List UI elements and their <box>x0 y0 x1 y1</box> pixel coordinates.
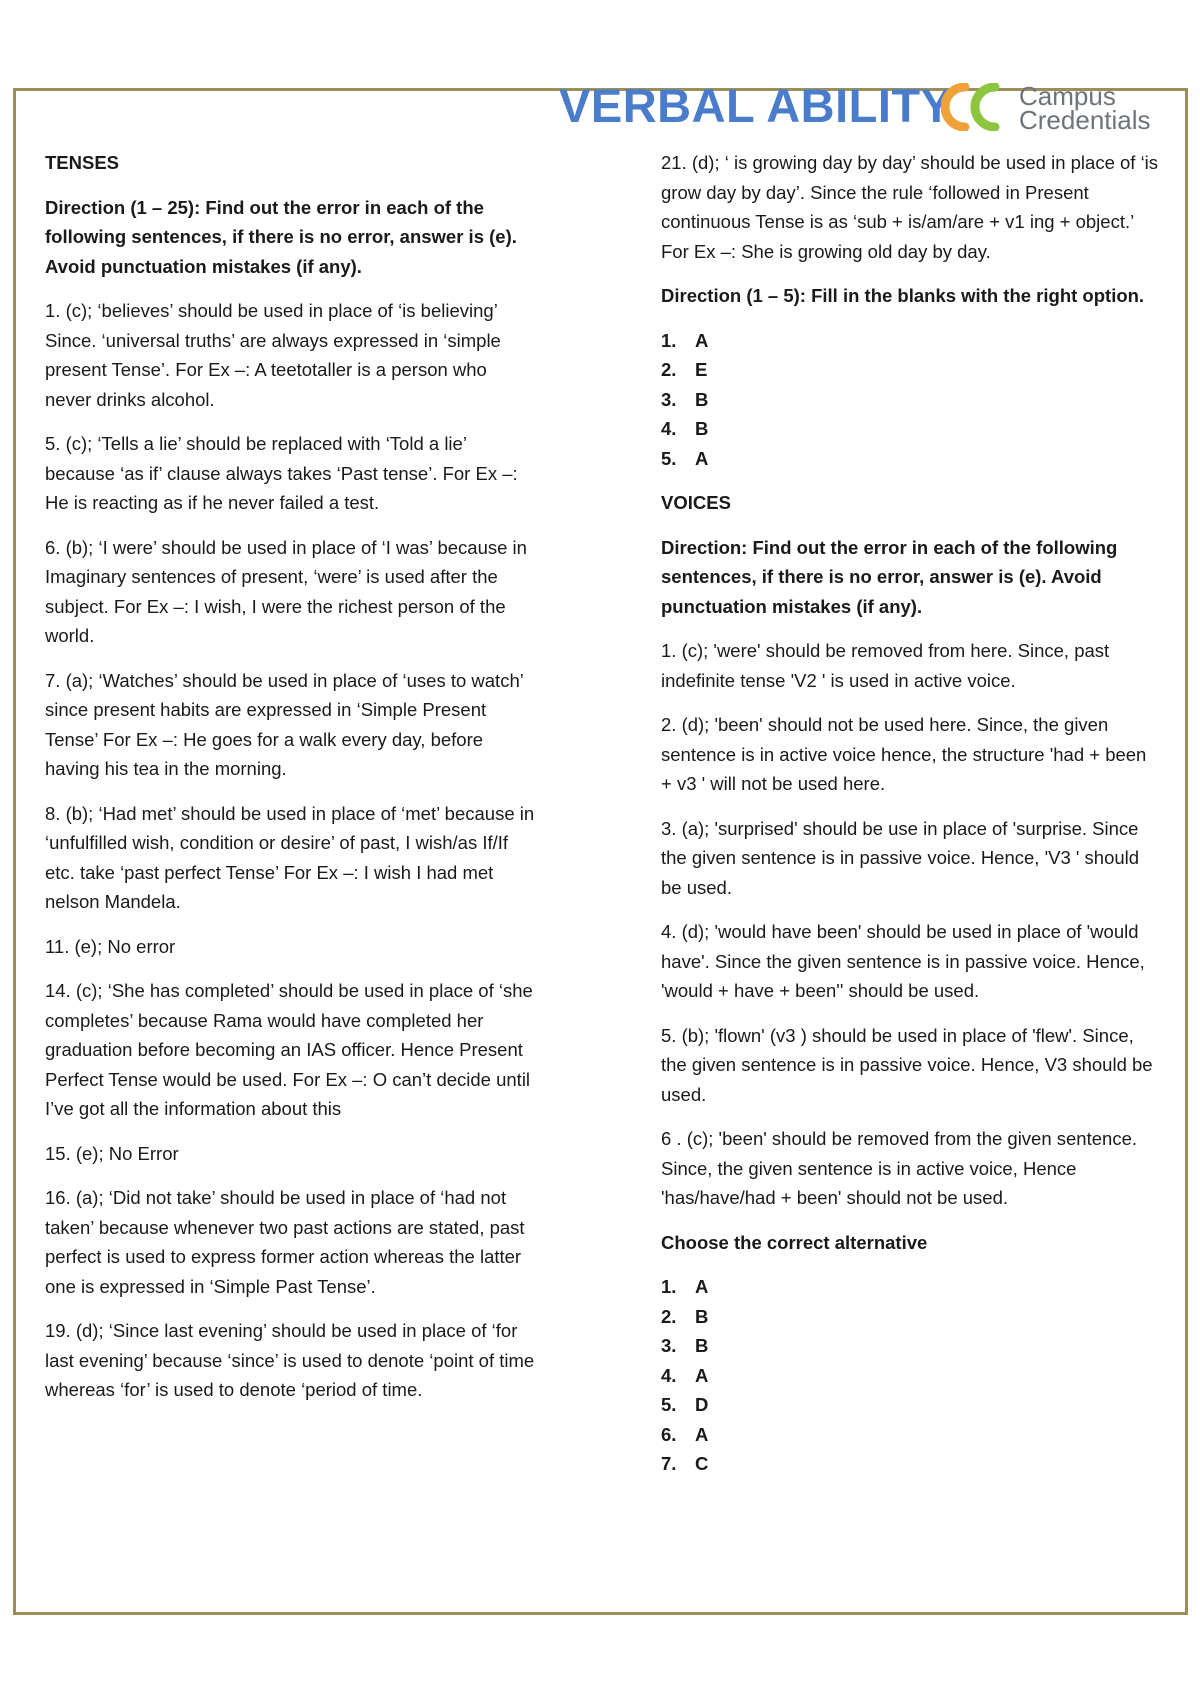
answer-explanation: 6 . (c); 'been' should be removed from the given sentence. Since, the given sentence is in active voice, Hence 'has/have/had + been' should not be used. <box>661 1128 1137 1208</box>
section-title-voices: VOICES <box>661 492 731 513</box>
answer-number: 1. <box>661 329 677 351</box>
answer-number: 2. <box>661 1305 677 1327</box>
list-item <box>661 414 1161 444</box>
answer-value: A <box>695 447 709 469</box>
answer-value: B <box>695 1305 709 1327</box>
list-item <box>661 1302 1161 1332</box>
answer-explanation: 16. (a); ‘Did not take’ should be used in place of ‘had not taken’ because whenever two past actions are stated, past perfect is used to express former action whereas the latter one is expressed in ‘Simple Past Tense’. <box>45 1187 525 1297</box>
answer-explanation: 19. (d); ‘Since last evening’ should be used in place of ‘for last evening’ because ‘since’ is used to denote ‘point of time whereas ‘for’ is used to denote ‘period of time. <box>45 1320 535 1400</box>
answer-explanation: 6. (b); ‘I were’ should be used in place of ‘I was’ because in Imaginary sentences of present, ‘were’ is used after the subject. For Ex –: I wish, I were the richest person of the world. <box>45 536 527 646</box>
answer-explanation: 2. (d); 'been' should not be used here. Since, the given sentence is in active voice hence, the structure 'had + been + v3 ' will not be used here. <box>661 714 1147 794</box>
answer-number: 4. <box>661 418 677 439</box>
list-item <box>661 1272 1161 1302</box>
logo-wordmark <box>1019 81 1151 135</box>
right-column <box>661 148 1161 1494</box>
left-column <box>45 148 535 1420</box>
answer-value: A <box>695 1423 709 1445</box>
answer-explanation: 3. (a); 'surprised' should be use in place of 'surprise. Since the given sentence is in passive voice. Hence, 'V3 ' should be used. <box>661 817 1140 898</box>
section-title-tenses: TENSES <box>45 152 120 173</box>
list-item <box>661 1420 1161 1450</box>
list-item <box>661 1449 1161 1479</box>
answer-value: D <box>695 1394 709 1415</box>
answer-value: C <box>695 1453 709 1474</box>
list-item <box>661 1331 1161 1361</box>
answer-explanation: 5. (c); ‘Tells a lie’ should be replaced with ‘Told a lie’ because ‘as if’ clause always takes ‘Past tense’. For Ex –: He is reacting as if he never failed a test. <box>45 433 518 513</box>
list-item <box>661 444 1161 474</box>
answer-explanation: 7. (a); ‘Watches’ should be used in place of ‘uses to watch’ since present habits are expressed in ‘Simple Present Tense’ For Ex –: He goes for a walk every day, before having his tea in the morning. <box>45 669 524 779</box>
list-item <box>661 1390 1161 1420</box>
answer-explanation: 21. (d); ‘ is growing day by day’ should be used in place of ‘is grow day by day’. Since the rule ‘followed in Present continuous Tense is as ‘sub + is/am/are + v1 ing + object.’ For Ex –: She is growing old day by day. <box>661 152 1159 262</box>
choose-alternative-title: Choose the correct alternative <box>661 1231 928 1253</box>
answer-value: E <box>695 359 708 380</box>
fill-blanks-direction: Direction (1 – 5): Fill in the blanks with the right option. <box>661 285 1145 306</box>
campus-credentials-logo-icon <box>941 83 1014 131</box>
answer-value: A <box>695 1364 709 1386</box>
logo-line-2: Credentials <box>1019 105 1151 135</box>
answer-explanation: 14. (c); ‘She has completed’ should be used in place of ‘she completes’ because Rama would have completed her graduation before becoming an IAS officer. Hence Present Perfect Tense would be used. For Ex –: O can’t decide until I’ve got all the information about this <box>45 980 533 1119</box>
tenses-direction: Direction (1 – 25): Find out the error in each of the following sentences, if there is no error, answer is (e). Avoid punctuation mistakes (if any). <box>45 196 517 277</box>
logo-line-1: Campus <box>1019 81 1116 111</box>
answer-value: B <box>695 1335 709 1356</box>
voices-direction: Direction: Find out the error in each of the following sentences, if there is no error, answer is (e). Avoid punctuation mistakes (if any). <box>661 536 1118 617</box>
choose-answer-list <box>661 1272 1161 1479</box>
answer-number: 4. <box>661 1364 677 1386</box>
answer-number: 6. <box>661 1423 677 1445</box>
answer-number: 2. <box>661 359 677 380</box>
answer-number: 1. <box>661 1276 677 1297</box>
page-title: VERBAL ABILITY <box>559 79 953 132</box>
fill-blanks-answer-list <box>661 326 1161 474</box>
answer-explanation: 15. (e); No Error <box>45 1142 179 1164</box>
answer-number: 5. <box>661 1394 677 1415</box>
answer-explanation: 5. (b); 'flown' (v3 ) should be used in place of 'flew'. Since, the given sentence is in passive voice. Hence, V3 should be used. <box>661 1024 1153 1105</box>
answer-explanation: 8. (b); ‘Had met’ should be used in place of ‘met’ because in ‘unfulfilled wish, condition or desire’ of past, I wish/as If/If etc. take ‘past perfect Tense’ For Ex –: I wish I had met nelson Mandela. <box>45 802 535 912</box>
answer-number: 3. <box>661 388 677 410</box>
answer-value: B <box>695 388 709 410</box>
answer-value: A <box>695 329 709 351</box>
answer-explanation: 11. (e); No error <box>45 935 176 957</box>
list-item <box>661 385 1161 415</box>
answer-value: B <box>695 418 709 439</box>
answer-number: 5. <box>661 447 677 469</box>
answer-number: 3. <box>661 1335 677 1356</box>
answer-number: 7. <box>661 1453 677 1474</box>
answer-explanation: 1. (c); 'were' should be removed from here. Since, past indefinite tense 'V2 ' is used in active voice. <box>661 640 1110 691</box>
answer-explanation: 1. (c); ‘believes’ should be used in place of ‘is believing’ Since. ‘universal truths’ are always expressed in ‘simple present Tense’. For Ex –: A teetotaller is a person who never drinks alcohol. <box>45 300 501 410</box>
answer-explanation: 4. (d); 'would have been' should be used in place of 'would have'. Since the given sentence is in passive voice. Hence, 'would + have + been'' should be used. <box>661 921 1145 1001</box>
answer-value: A <box>695 1276 709 1297</box>
list-item <box>661 1361 1161 1391</box>
list-item <box>661 326 1161 356</box>
list-item <box>661 355 1161 385</box>
